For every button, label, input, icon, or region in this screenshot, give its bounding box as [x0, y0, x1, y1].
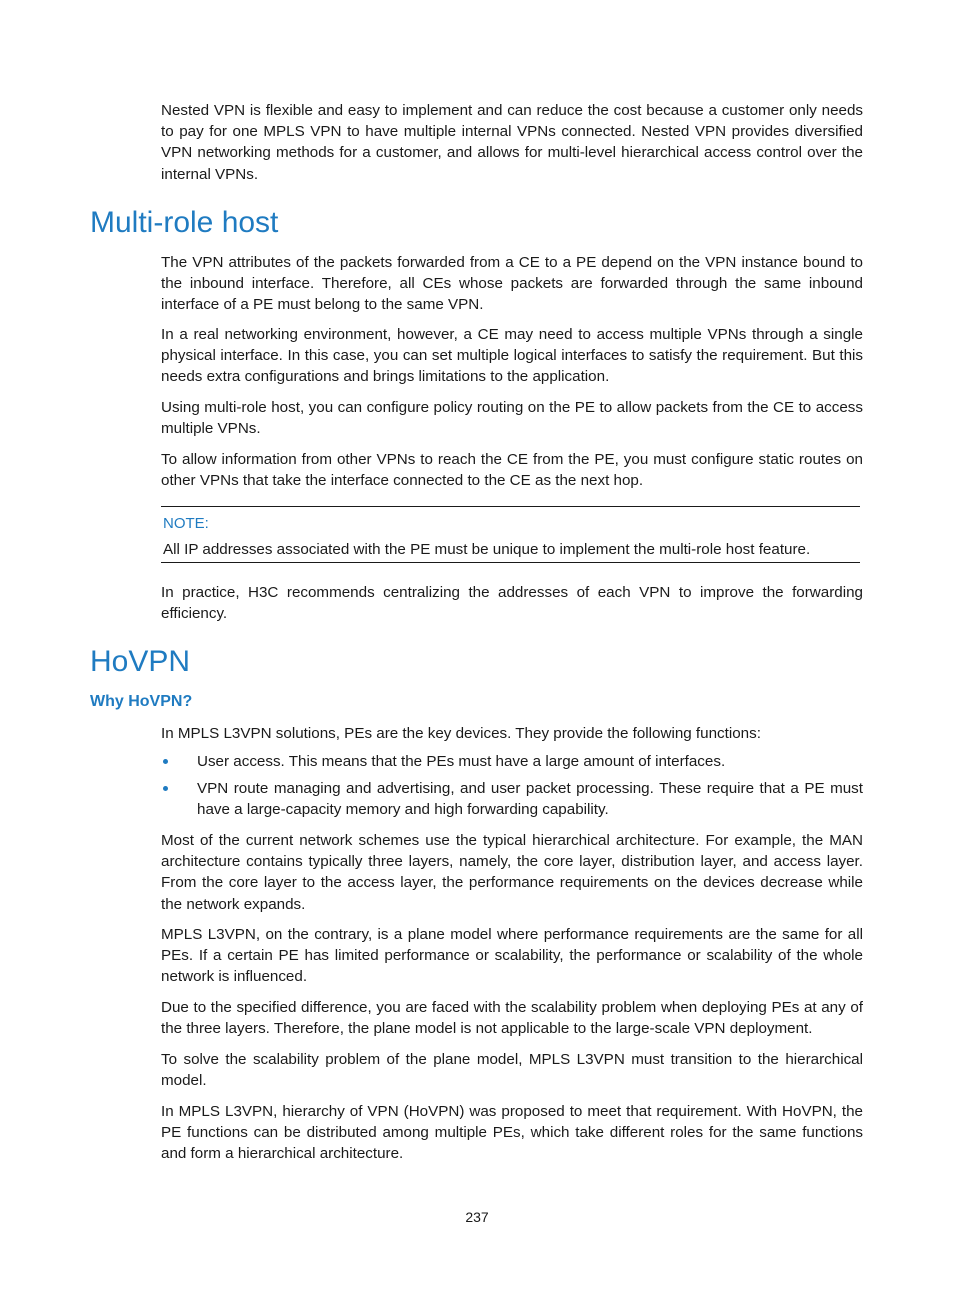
heading-multi-role-host: Multi-role host [90, 206, 279, 239]
note-label: NOTE: [163, 515, 209, 532]
paragraph: Using multi-role host, you can configure policy routing on the PE to allow packets from the CE to access multiple VPNs. [161, 399, 863, 438]
bullet-icon [163, 759, 168, 764]
note-text: All IP addresses associated with the PE must be unique to implement the multi-role host feature. [163, 541, 811, 558]
page-number: 237 [465, 1209, 489, 1225]
paragraph: The VPN attributes of the packets forwarded from a CE to a PE depend on the VPN instance bound to the inbound interface. Therefore, all CEs whose packets are forwarded through the same inbound interface of a PE must belong to the same VPN. [161, 254, 863, 314]
paragraph: In MPLS L3VPN, hierarchy of VPN (HoVPN) was proposed to meet that requirement. With HoVPN, the PE functions can be distributed among multiple PEs, which take different roles for the same functions and form a hierarchical architecture. [161, 1103, 863, 1163]
note-box [161, 506, 860, 563]
heading-hovpn: HoVPN [90, 645, 191, 678]
intro-paragraph: Nested VPN is flexible and easy to implement and can reduce the cost because a customer only needs to pay for one MPLS VPN to have multiple internal VPNs connected. Nested VPN provides diversified VPN networking methods for a customer, and allows for multi-level hierarchical access control over the internal VPNs. [161, 102, 863, 183]
bullet-text: User access. This means that the PEs must have a large amount of interfaces. [197, 753, 726, 770]
paragraph: In practice, H3C recommends centralizing the addresses of each VPN to improve the forwarding efficiency. [161, 584, 863, 623]
paragraph: Due to the specified difference, you are faced with the scalability problem when deploying PEs at any of the three layers. Therefore, the plane model is not applicable to the large-scale VPN deployment. [161, 999, 863, 1038]
paragraph: MPLS L3VPN, on the contrary, is a plane model where performance requirements are the same for all PEs. If a certain PE has limited performance or scalability, the performance or scalability of the whole network is influenced. [161, 926, 863, 986]
paragraph: Most of the current network schemes use the typical hierarchical architecture. For example, the MAN architecture contains typically three layers, namely, the core layer, distribution layer, and access layer. From the core layer to the access layer, the performance requirements on the devices decrease while the network expands. [161, 832, 863, 913]
bullet-icon [163, 786, 168, 791]
paragraph: To solve the scalability problem of the plane model, MPLS L3VPN must transition to the hierarchical model. [161, 1051, 863, 1090]
bullet-text: VPN route managing and advertising, and user packet processing. These require that a PE must have a large-capacity memory and high forwarding capability. [197, 780, 863, 819]
subheading-why-hovpn: Why HoVPN? [90, 693, 193, 710]
paragraph: In MPLS L3VPN solutions, PEs are the key devices. They provide the following functions: [161, 725, 761, 742]
paragraph: To allow information from other VPNs to reach the CE from the PE, you must configure static routes on other VPNs that take the interface connected to the CE as the next hop. [161, 451, 863, 490]
paragraph: In a real networking environment, however, a CE may need to access multiple VPNs through a single physical interface. In this case, you can set multiple logical interfaces to satisfy the requirement. But this needs extra configurations and brings limitations to the application. [161, 326, 863, 386]
